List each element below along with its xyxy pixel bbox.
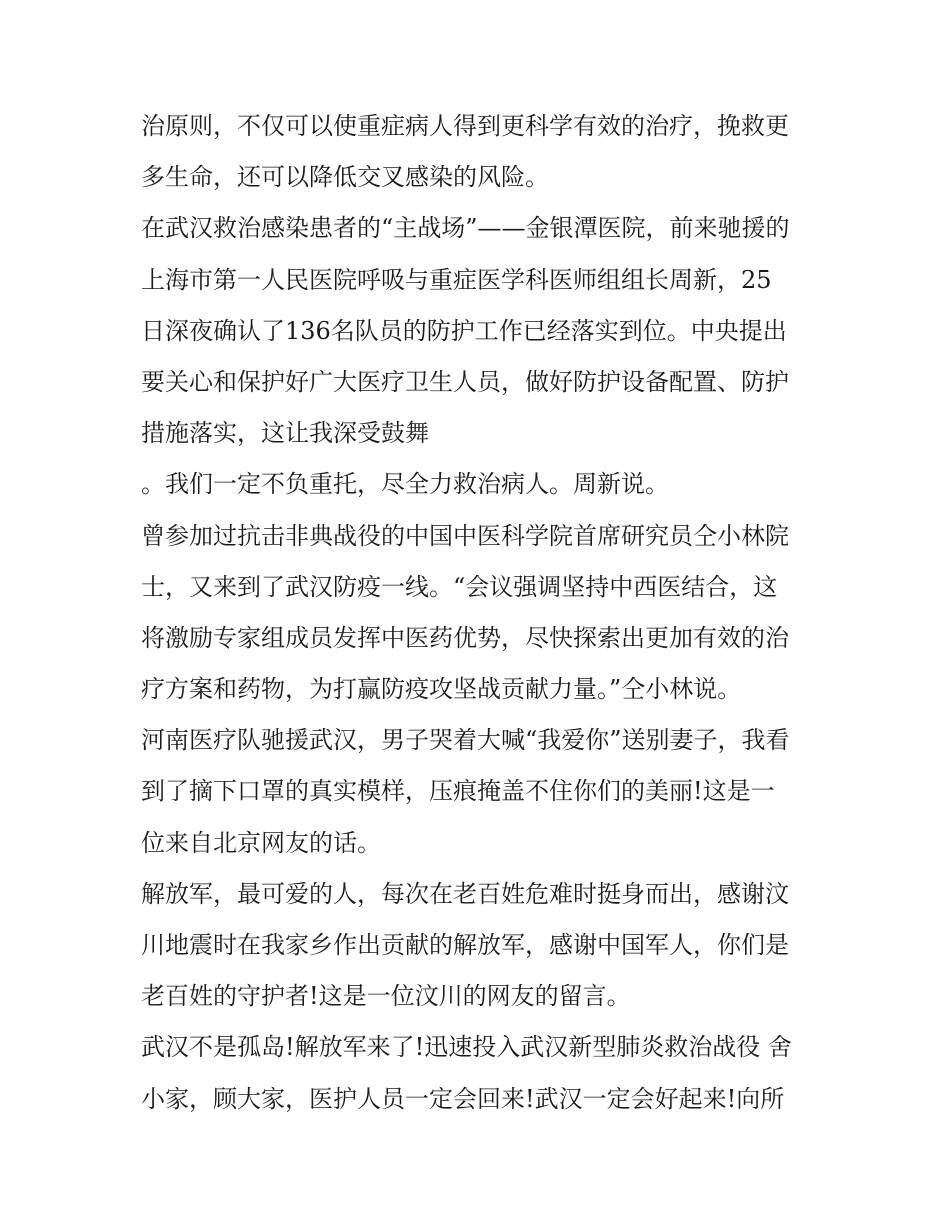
text-line: 小家，顾大家，医护人员一定会回来!武汉一定会好起来!向所 [141,1084,785,1113]
text-line: 。我们一定不负重托，尽全力救治病人。周新说。 [141,470,669,499]
text-line: 疗方案和药物，为打赢防疫攻坚战贡献力量。”仝小林说。 [141,675,742,704]
text-line: 位来自北京网友的话。 [141,828,381,857]
text-line: 到了摘下口罩的真实模样，压痕掩盖不住你们的美丽!这是一 [141,777,775,806]
text-line: 河南医疗队驰援武汉，男子哭着大喊“我爱你”送别妻子，我看 [141,726,790,755]
text-line: 士，又来到了武汉防疫一线。“会议强调坚持中西医结合，这 [141,572,778,601]
text-line: 川地震时在我家乡作出贡献的解放军，感谢中国军人，你们是 [141,931,789,959]
text-line: 武汉不是孤岛!解放军来了!迅速投入武汉新型肺炎救治战役 舍 [141,1033,792,1062]
text-line: 在武汉救治感染患者的“主战场”——金银潭医院，前来驰援的 [141,214,790,243]
document-body [141,101,821,1125]
text-line: 多生命，还可以降低交叉感染的风险。 [141,163,549,192]
text-line: 要关心和保护好广大医疗卫生人员，做好防护设备配置、防护 [141,367,789,396]
text-line: 曾参加过抗击非典战役的中国中医科学院首席研究员仝小林院 [141,521,789,550]
text-line: 解放军，最可爱的人，每次在老百姓危难时挺身而出，感谢汶 [141,879,789,908]
text-line: 将激励专家组成员发挥中医药优势，尽快探索出更加有效的治 [141,623,789,652]
text-line: 治原则，不仅可以使重症病人得到更科学有效的治疗，挽救更 [141,112,789,140]
text-line: 措施落实，这让我深受鼓舞 [141,419,429,448]
text-line: 上海市第一人民医院呼吸与重症医学科医师组组长周新，25 [141,265,772,294]
text-line: 日深夜确认了136名队员的防护工作已经落实到位。中央提出 [141,316,787,345]
text-line: 老百姓的守护者!这是一位汶川的网友的留言。 [141,982,631,1011]
